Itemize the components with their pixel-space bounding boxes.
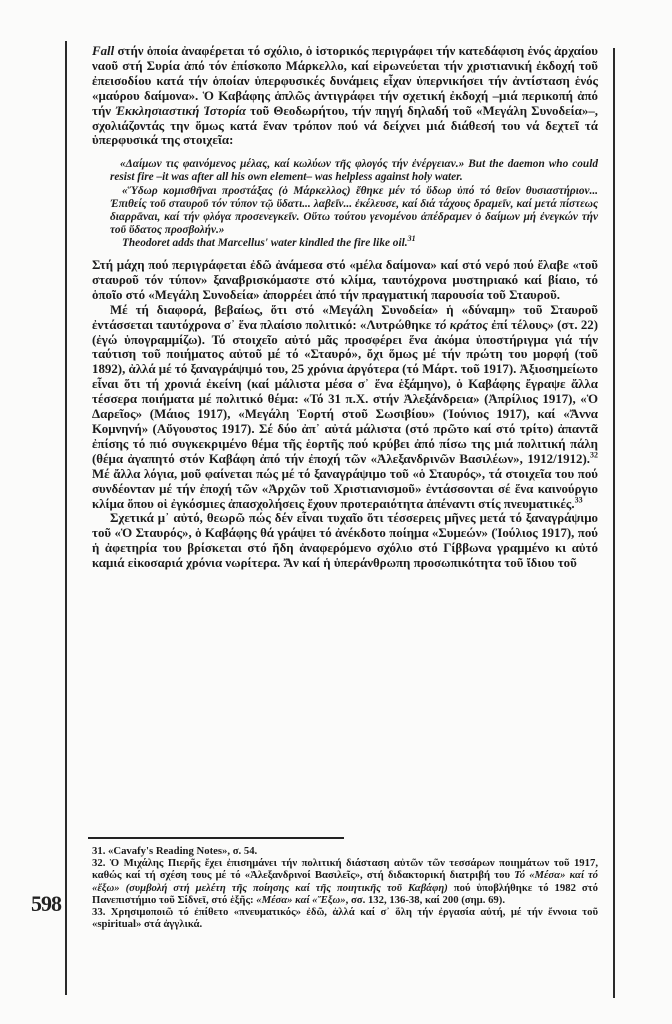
block-quote [110, 158, 598, 250]
footnote-ref-31[interactable]: 31 [407, 234, 416, 244]
footnote-32: 32. Ὁ Μιχάλης Πιερῆς ἔχει ἐπισημάνει τήν πολιτική διάσταση αὐτῶν τῶν τεσσάρων ποιημάτων τοῦ 1917, καθώς καί τή σχέση τους μέ τό «Ἀλεξανδρινοί Βασιλεῖς», στή διδακτορική διατριβή του Τό «Μέσα» καί τό «ἔξω» (συμβολή στή μελέτη τῆς ποίησης καί τῆς ποιητικῆς τοῦ Καβάφη) πού ὑποβλήθηκε τό 1982 στό Πανεπιστήμιο τοῦ Σίδνεϊ, στό ἑξῆς: «Μέσα» καί «Ἔξω», σσ. 132, 136-38, καί 200 (σημ. 69). [92, 857, 599, 906]
paragraph-2: Στή μάχη πού περιγράφεται ἐδῶ ἀνάμεσα στό «μέλα δαίμονα» καί στό νερό πού ἔλαβε «τοῦ σταυροῦ τόν τύπον» ξαναβρισκόμαστε στό κλίμα, ταυτόχρονα μυστηριακό καί βίαιο, τό ὁποῖο στό «Μεγάλη Συνοδεία» ἀπορρέει ἀπό τήν πραγματική παρουσία τοῦ Σταυροῦ. [92, 258, 598, 302]
quote-line-1: «Δαίμων τις φαινόμενος μέλας, καί κωλύων τῆς φλογός τήν ἐνέργειαν.» But the daemon who could resist fire –it was after all his own element– was helpless against holy water. [110, 158, 598, 184]
footnote-separator [88, 837, 344, 839]
page-number: 598 [31, 891, 61, 916]
footnote-31: 31. «Cavafy's Reading Notes», σ. 54. [92, 845, 258, 857]
footnote-ref-32[interactable]: 32 [590, 450, 598, 460]
quote-line-3: Theodoret adds that Marcellus' water kindled the fire like oil.$^{31}$ [122, 234, 416, 249]
paragraph-1: Fall στήν ὁποία ἀναφέρεται τό σχόλιο, ὁ ἱστορικός περιγράφει τήν κατεδάφιση ἑνός ἀρχαίου ναοῦ στή Συρία ἀπό τόν ἐπίσκοπο Μάρκελλο, καί εἰρωνεύεται τήν χριστιανική ἐκδοχή τοῦ ἐπεισοδίου κατά τήν ὁποίαν ὑπερφυσικές δυνάμεις εἶχαν ὑπερνικήσει τήν ἀντίσταση ἑνός «μαύρου δαίμονα». Ὁ Καβάφης ἁπλῶς ἀντιγράφει τήν σχετική ἐκδοχή –μιά περικοπή ἀπό τήν Ἐκκλησιαστική Ἱστορία τοῦ Θεοδωρήτου, τήν πηγή δηλαδή τοῦ «Μεγάλη Συνοδεία»–, σχολιάζοντάς την ὅμως κατά ἕναν τρόπον πού νά δείχνει μιά διάθεσή του νά δεχτεῖ τά ὑπερφυσικά της στοιχεῖα: [92, 44, 598, 148]
footnote-33: 33. Χρησιμοποιῶ τό ἐπίθετο «πνευματικός» ἐδῶ, ἀλλά καί σ᾽ ὅλη τήν ἐργασία αὐτή, μέ τήν ἔννοια τοῦ «spiritual» στά ἀγγλικά. [92, 906, 598, 931]
paragraph-4: Σχετικά μ᾽ αὐτό, θεωρῶ πώς δέν εἶναι τυχαῖο ὅτι τέσσερεις μῆνες μετά τό ξαναγράψιμο τοῦ «Ὁ Σταυρός», ὁ Καβάφης θά γράψει τό ἀνέκδοτο ποίημα «Συμεών» (Ἰούλιος 1917), πού ἡ ἀφετηρία του βρίσκεται στό ἤδη ἀναφερόμενο σχόλιο στό Γίββωνα γραμμένο κι αὐτό καμιά εἰκοσαριά χρόνια νωρίτερα. Ἄν καί ἡ ὑπεράνθρωπη προσωπικότητα τοῦ ἴδιου τοῦ [92, 511, 598, 571]
quote-line-2: «Ὕδωρ κομισθῆναι προστάξας (ὁ Μάρκελλος) ἔθηκε μέν τό ὕδωρ ὑπό τό θεῖον θυσιαστήριον... Ἐπιθείς τοῦ σταυροῦ τόν τύπον τῷ ὕδατι... λαβεῖν... ἐκέλευσε, καί διά τάχους δραμεῖν, καί μετά πίστεως διαρρᾶναι, καί τήν φλόγα προσενεγκεῖν. Οὕτω τούτου γενομένου ἀπέδραμεν ὁ δαίμων μή ἐνεγκών τήν τοῦ ὕδατος προσβολήν.» [110, 184, 598, 236]
left-margin-rule [65, 41, 67, 995]
main-text [92, 44, 598, 571]
right-margin-rule [613, 48, 615, 998]
italic-term: Fall [92, 44, 115, 58]
book-title: Ἐκκλησιαστική Ἱστορία [115, 103, 246, 118]
paragraph-3: Μέ τή διαφορά, βεβαίως, ὅτι στό «Μεγάλη Συνοδεία» ἡ «δύναμη» τοῦ Σταυροῦ ἐντάσσεται ταυτόχρονα σ᾽ ἕνα πλαίσιο πολιτικό: «Λυτρώθηκε τό κράτος ἐπί τέλους» (στ. 22) (ἐγώ ὑπογραμμίζω). Τό στοιχεῖο αὐτό μᾶς προσφέρει ἕνα ἀκόμα ὑποστήριγμα γιά τήν ταύτιση τοῦ ποιήματος αὐτοῦ μέ τό «Σταυρό», ὄχι ὅμως μέ τήν πρώτη του μορφή (τοῦ 1892), ἀλλά μέ τό ξαναγράψιμό του, 25 χρόνια ἀργότερα (τό Μάρτ. τοῦ 1917). Ἀξιοσημείωτο εἶναι ὅτι τή χρονιά ἐκείνη (καί μάλιστα μέσα σ᾽ ἕνα ἑξάμηνο), ὁ Καβάφης ἔγραψε ἄλλα τέσσερα ποιήματα μέ πολιτικό θέμα: «Τό 31 π.Χ. στήν Ἀλεξάνδρεια» (Ἀπρίλιος 1917), «Ὁ Δαρεῖος» (Μάιος 1917), «Μεγάλη Ἑορτή στοῦ Σωσιβίου» (Ἰούνιος 1917), καί «Ἄννα Κομνηνή» (Αὔγουστος 1917). Σέ δύο ἀπ᾽ αὐτά μάλιστα (στό πρῶτο καί στό τρίτο) ἀπαντᾶ ἐπίσης τό πιό συγκεκριμένο θέμα τῆς ἑορτῆς πού κρύβει ἀπό πίσω της μιά πολιτική πάλη (θέμα ἀγαπητό στόν Καβάφη ἀπό τήν ἐποχή τῶν «Ἀλεξανδρινῶν Βασιλέων», 1912/1912).$^{32}$ Μέ ἄλλα λόγια, μοῦ φαίνεται πώς μέ τό ξαναγράψιμο τοῦ «ὁ Σταυρός», τά στοιχεῖα του πού συνδέονταν μέ τήν ἐποχή τῶν «Ἀρχῶν τοῦ Χριστιανισμοῦ» ἐντάσσονται σέ ἕνα καινούργιο κλίμα ὅπου οἱ ἐγκόσμιες ἀπασχολήσεις ἔχουν προτεραιότητα ἀπέναντι στίς πνευματικές.$^{33}$ [92, 302, 599, 511]
footnote-ref-33[interactable]: 33 [574, 495, 583, 505]
footnotes [92, 845, 598, 930]
